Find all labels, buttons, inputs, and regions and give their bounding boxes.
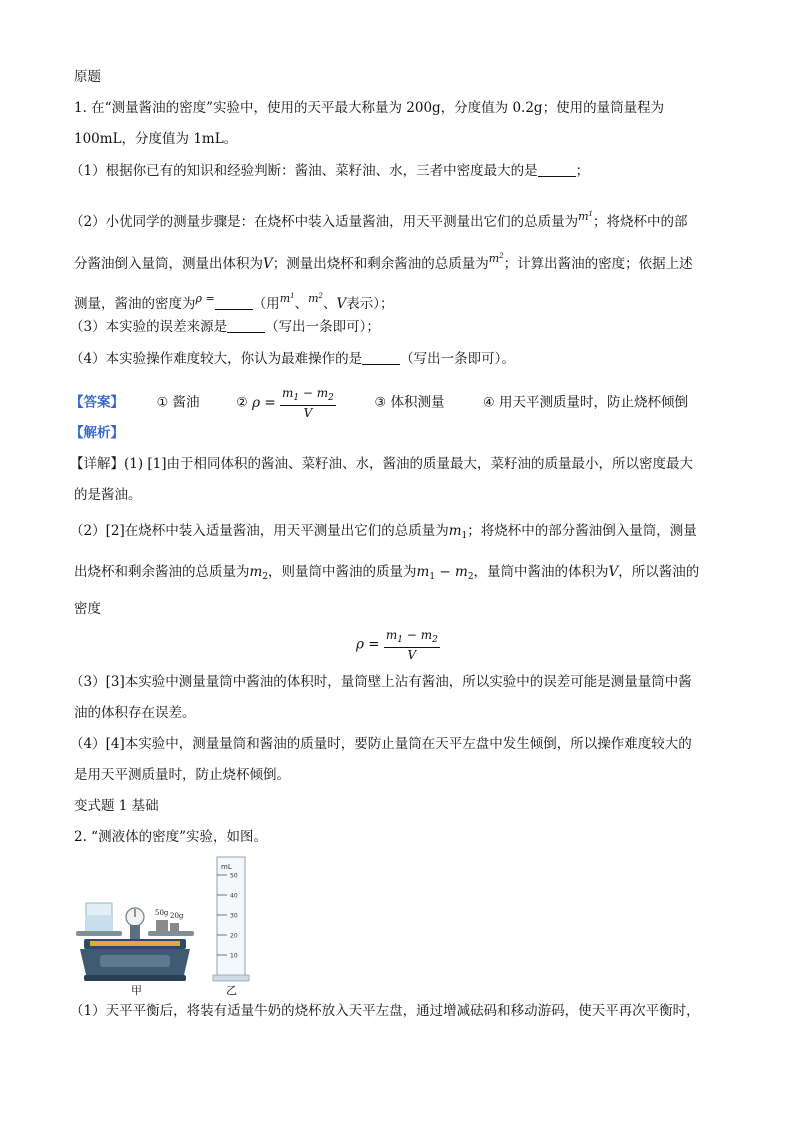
cylinder-tick-label: 20 [230,932,238,940]
detail-2-line2: 出烧杯和剩余酱油的总质量为$m_2$，则量筒中酱油的质量为$m_1 - m_2$，量筒中酱油的体积为V，所以酱油的 [74,564,700,582]
q1-part1-end: ； [575,163,590,179]
cylinder-tick-label: 30 [230,912,238,920]
q1-part2-text-a2: ；将烧杯中的部 [593,214,688,230]
q1-part2-line2 [74,247,693,273]
balance-scale-figure [70,895,200,990]
answer-blank [215,295,253,310]
q1-part2-text-a: （2）小优同学的测量步骤是：在烧杯中装入适量酱油，用天平测量出它们的总质量为 [70,214,579,230]
q1-part1-text: （1）根据你已有的知识和经验判断：酱油、菜籽油、水，三者中密度最大的是 [70,163,538,179]
density-formula: ρ = $\frac{m_1 - m_2}{V}$ [356,628,438,662]
answer-tag: 【答案】 [70,394,124,411]
detail-1-line1: 【详解】(1) [1]由于相同体积的酱油、菜籽油、水，酱油的质量最大，菜籽油的质量最小，所以密度最大 [70,456,694,472]
detail-3-line1: （3）[3]本实验中测量量筒中酱油的体积时，量筒壁上沾有酱油，所以实验中的误差可能是测量量筒中酱 [70,674,692,690]
q1-part2-text-c: 测量，酱油的密度为 [74,296,196,312]
detail-4-line2: 是用天平测质量时，防止烧杯倾倒。 [74,767,290,783]
q1-part2-line3: 测量，酱油的密度为$^{\rho =}$ （用$^{m^1}$、$^{m^2}$、V表示）； [74,292,394,312]
q1-part2-text-b2: ；测量出烧杯和剩余酱油的总质量为 [272,256,489,272]
figure-label-a: 甲 [131,984,142,997]
symbol-m1: m1 [279,292,295,305]
q1-stem-line1: 1. 在“测量酱油的密度”实验中，使用的天平最大称量为 200g，分度值为 0.2g；使用的量筒量程为 [74,100,665,116]
q1-part2-text-b: 分酱油倒入量筒，测量出体积为 [74,256,263,272]
symbol-v: V [263,256,273,272]
cylinder-tick-label: 10 [230,952,238,960]
weight-20-label: 20g [170,912,184,920]
detail-3-line2: 油的体积存在误差。 [74,705,196,721]
symbol-rho: ρ = [195,292,215,305]
q1-part1 [70,162,589,180]
answer-2-formula: ρ = $\frac{m_1 - m_2}{V}$ [252,386,334,420]
section-heading-original: 原题 [74,69,101,85]
q2-part1: （1）天平平衡后，将装有适量牛奶的烧杯放入天平左盘，通过增减砝码和移动游码，使天平再次平衡时， [70,1003,700,1019]
cylinder-tick-label: 40 [230,892,238,900]
cylinder-unit: mL [221,863,232,871]
detail-2-line3: 密度 [74,601,101,617]
symbol-m1: m1 [578,210,593,223]
detail-1-line2: 的是酱油。 [74,487,142,503]
detail-4-line1: （4）[4]本实验中，测量量筒和酱油的质量时，要防止量筒在天平左盘中发生倾倒，所以操作难度较大的 [70,736,692,752]
detail-2-line1: （2）[2]在烧杯中装入适量酱油，用天平测量出它们的总质量为$m_1$；将烧杯中的部分酱油倒入量筒，测量 [70,523,697,541]
answer-4: 用天平测质量时，防止烧杯倾倒 [499,394,688,411]
figure-label-b: 乙 [226,984,237,997]
answer-blank [362,350,400,365]
symbol-m2: m2 [488,252,504,265]
cylinder-tick-label: 50 [230,872,238,880]
q2-stem: 2. “测液体的密度”实验，如图。 [74,829,267,845]
answer-blank [538,162,576,177]
q1-part4: （4）本实验操作难度较大，你认为最难操作的是 （写出一条即可）。 [70,351,515,367]
q1-stem-line2: 100mL，分度值为 1mL。 [74,131,238,147]
answer-blank [227,318,265,333]
symbol-v: V [336,296,347,312]
answer-row: 【答案】 ① 酱油 ② ρ = $\frac{m_1 - m_2}{V}$ ③ 体积测量 ④ 用天平测质量时，防止烧杯倾倒 [70,386,688,420]
q1-part3: （3）本实验的误差来源是 （写出一条即可）； [70,319,380,335]
symbol-m2: m2 [308,292,323,305]
weight-50-label: 50g [155,909,169,917]
variant-heading: 变式题 1 基础 [74,798,159,814]
q1-part2-text-b3: ；计算出酱油的密度；依据上述 [503,256,693,272]
answer-3: 体积测量 [390,394,445,411]
measuring-cylinder-figure [211,855,251,985]
answer-1: 酱油 [172,394,200,411]
q1-part2-line1 [70,205,688,231]
analysis-tag: 【解析】 [70,425,124,441]
